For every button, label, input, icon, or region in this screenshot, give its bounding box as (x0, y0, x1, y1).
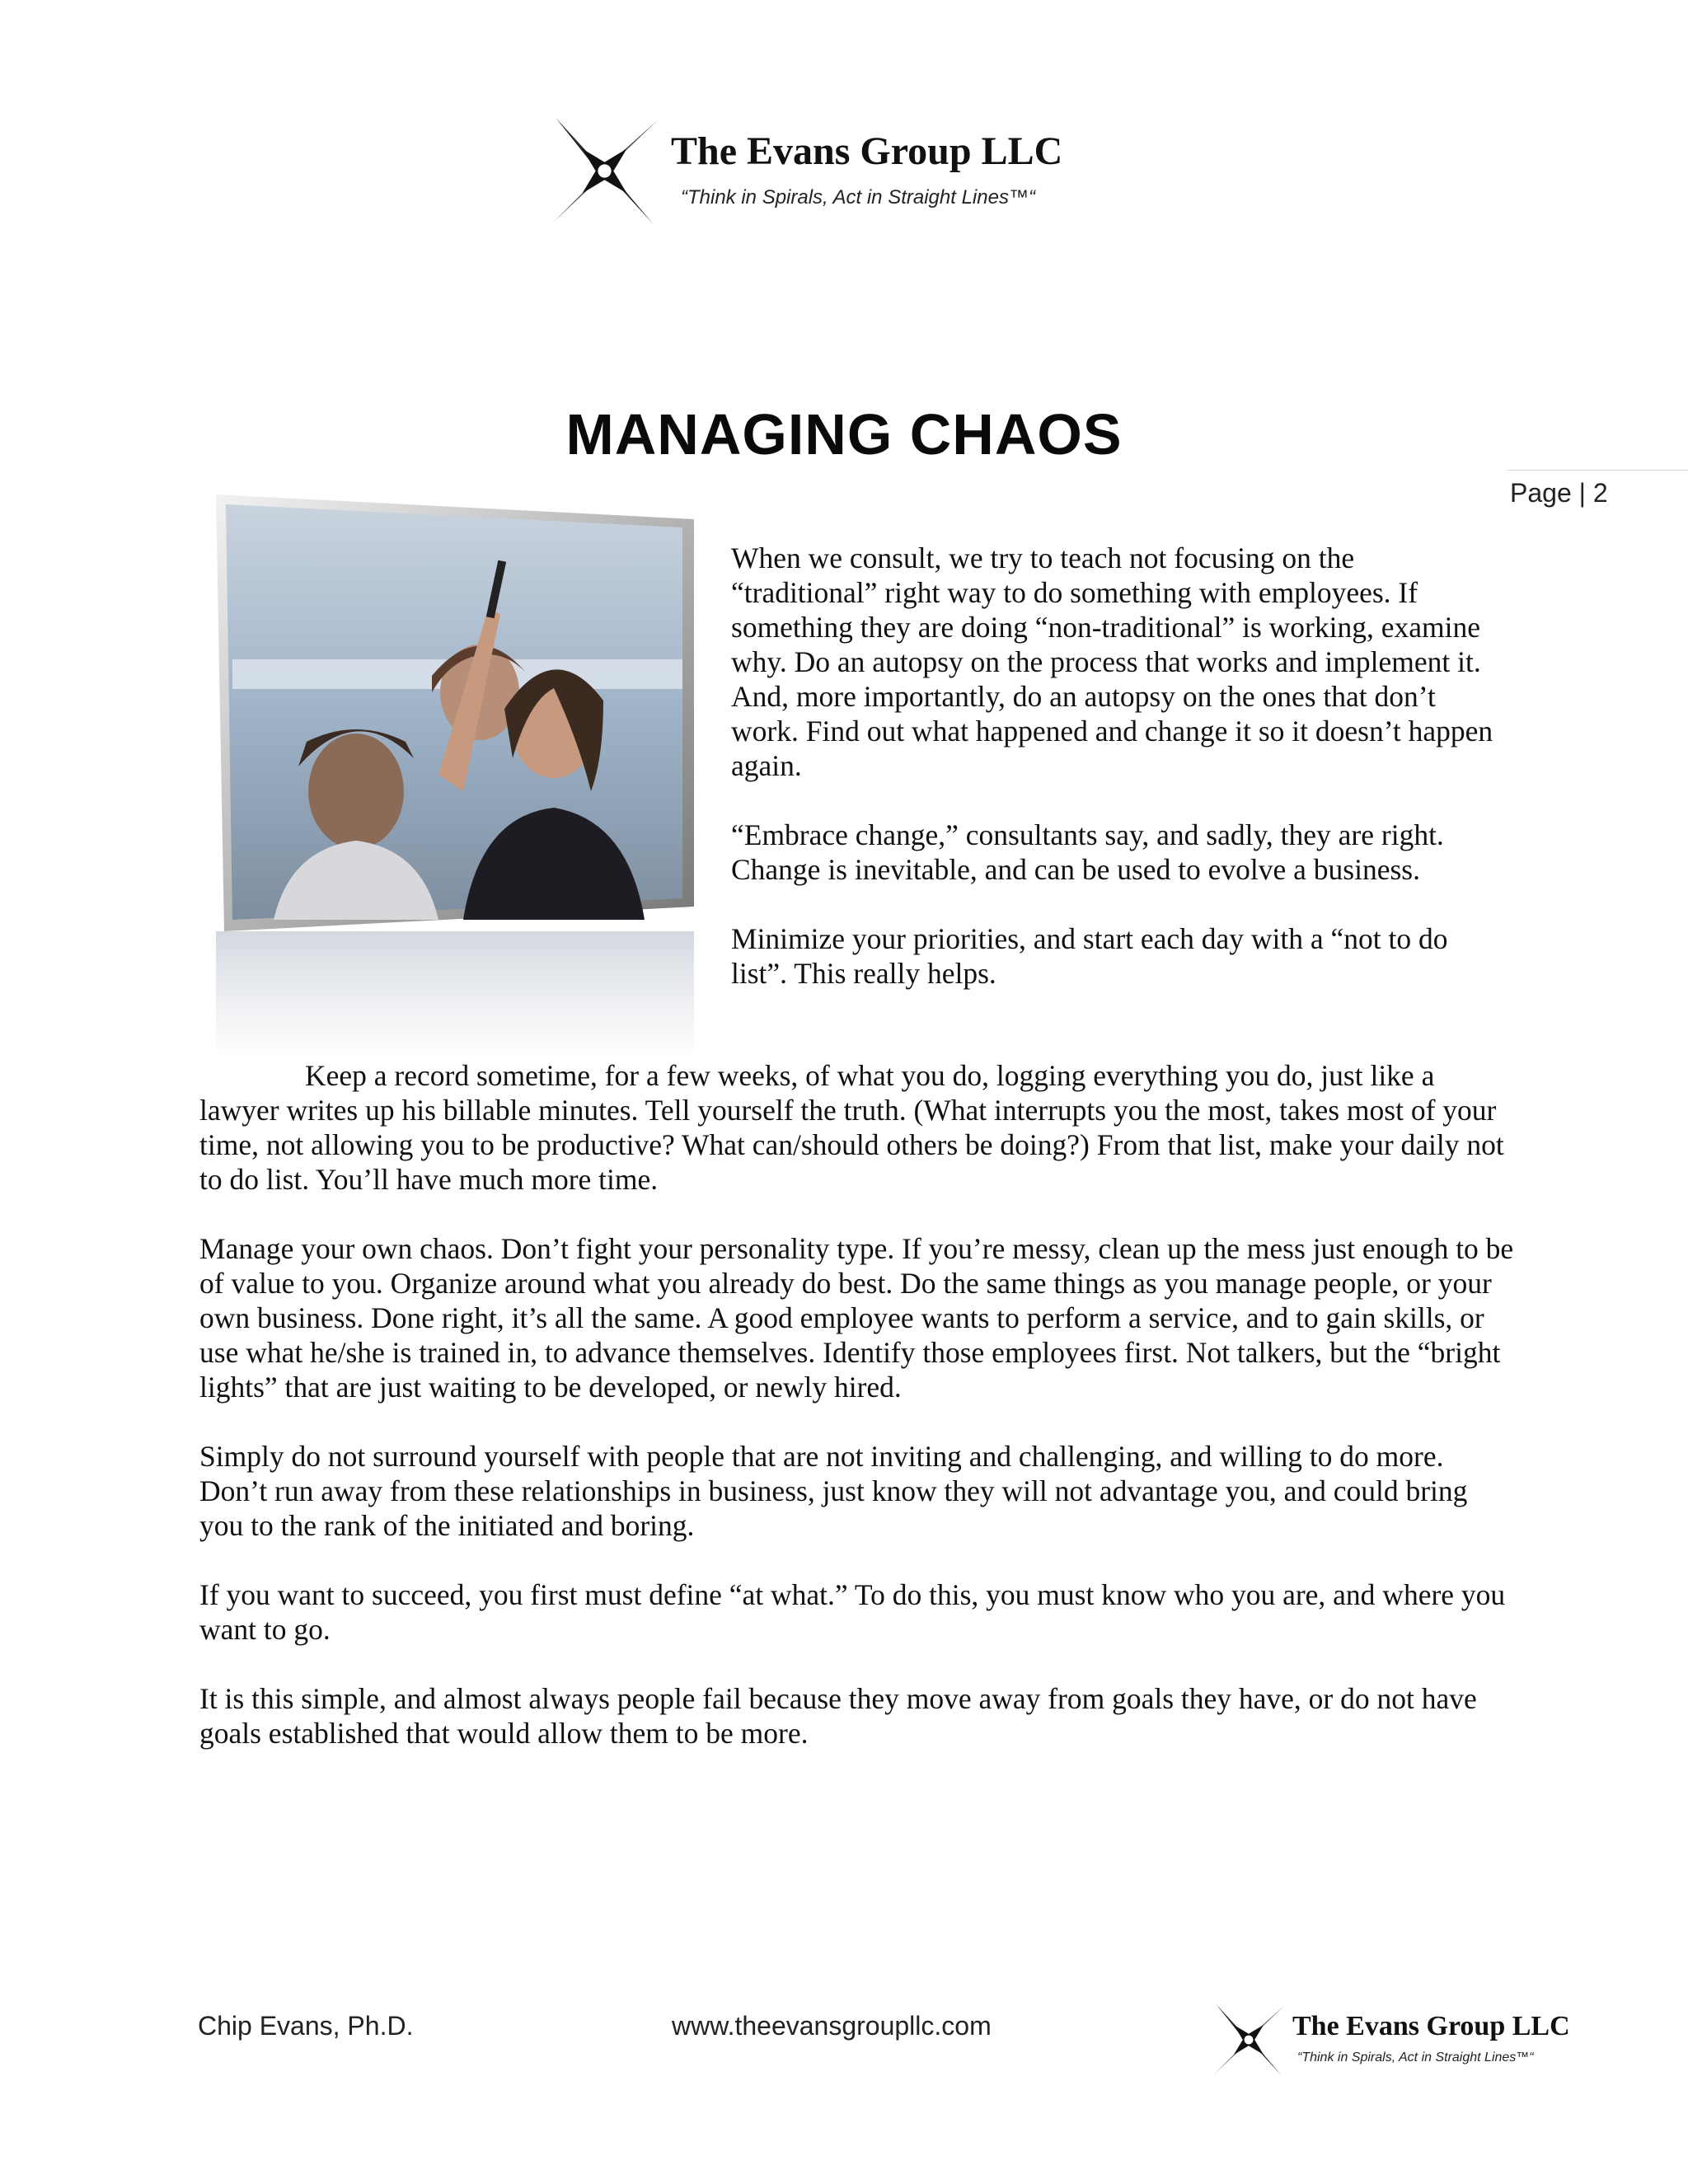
intro-paragraph: When we consult, we try to teach not focusing on the “traditional” right way to do something with employees. If something they are doing “non-traditional” is working, examine why. Do an autopsy on the process that works and implement it. And, more importantly, do an autopsy on the ones that don’t work. Find out what happened and change it so it doesn’t happen again. (731, 541, 1493, 782)
body-paragraph: If you want to succeed, you first must define “at what.” To do this, you must know who you are, and where you want to go. (199, 1578, 1506, 1646)
intro-column (731, 541, 1506, 1025)
intro-paragraph: Minimize your priorities, and start each day with a “not to do list”. This really helps. (731, 922, 1448, 990)
logo-company-name: The Evans Group LLC (1292, 2011, 1570, 2041)
logo-company-name: The Evans Group LLC (671, 129, 1063, 173)
logo-tagline: “Think in Spirals, Act in Straight Lines™“ (1297, 2050, 1534, 2064)
article-body (199, 1058, 1518, 1785)
intro-paragraph: “Embrace change,” consultants say, and sadly, they are right. Change is inevitable, and can be used to evolve a business. (731, 818, 1444, 886)
body-paragraph: Keep a record sometime, for a few weeks, of what you do, logging everything you do, just like a lawyer writes up his billable minutes. Tell yourself the truth. (What interrupts you the most, takes most of your time, not allowing you to be productive? What can/should others be doing?) From that list, make your daily not to do list. You’ll have much more time. (199, 1059, 1504, 1196)
body-paragraph: Simply do not surround yourself with people that are not inviting and challenging, and willing to do more. Don’t run away from these relationships in business, just know they will not advantage you, and could bring you to the rank of the initiated and boring. (199, 1440, 1468, 1542)
footer-author: Chip Evans, Ph.D. (198, 2011, 414, 2041)
page-rule (1507, 470, 1688, 471)
body-paragraph: Manage your own chaos. Don’t fight your personality type. If you’re messy, clean up the mess just enough to be of value to you. Organize around what you already do best. Do the same things as you manage people, or your own business. Done right, it’s all the same. A good employee wants to perform a service, and to gain skills, or use what he/she is trained in, to advance themselves. Identify those employees first. Not talkers, but the “bright lights” that are just waiting to be developed, or newly hired. (199, 1232, 1514, 1404)
evans-group-logo-icon (549, 115, 660, 227)
evans-group-logo-icon (1212, 2003, 1286, 2077)
footer-logo (1212, 2003, 1591, 2077)
footer-website-link[interactable]: www.theevansgroupllc.com (672, 2011, 992, 2041)
team-photo-icon (216, 494, 694, 931)
page-title: MANAGING CHAOS (565, 401, 1123, 466)
photo-reflection (216, 931, 694, 1055)
body-paragraph: It is this simple, and almost always people fail because they move away from goals they have, or do not have goals established that would allow them to be more. (199, 1682, 1477, 1750)
page-number: Page | 2 (1510, 478, 1608, 508)
team-photo (216, 494, 694, 1055)
header-logo (549, 115, 1109, 227)
logo-tagline: “Think in Spirals, Act in Straight Lines™“ (681, 186, 1035, 209)
